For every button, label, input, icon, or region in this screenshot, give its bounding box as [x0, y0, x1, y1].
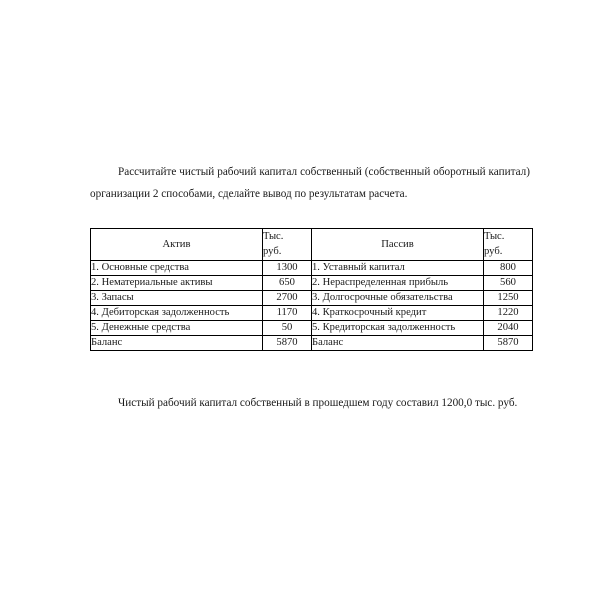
- header-liability-unit-line2: руб.: [484, 245, 503, 257]
- table-header-row: [91, 229, 533, 261]
- table-row: [91, 306, 533, 321]
- asset-name: 4. Дебиторская задолженность: [91, 306, 263, 321]
- asset-value: 50: [263, 321, 312, 336]
- header-asset: Актив: [91, 229, 263, 261]
- liability-value: 800: [484, 261, 533, 276]
- asset-value: 1170: [263, 306, 312, 321]
- asset-name: 5. Денежные средства: [91, 321, 263, 336]
- liability-name: 2. Нераспределенная прибыль: [312, 276, 484, 291]
- table-total-row: [91, 336, 533, 351]
- header-asset-unit-line2: руб.: [263, 245, 282, 257]
- header-liability-unit-line1: Тыс.: [484, 231, 505, 242]
- asset-total-value: 5870: [263, 336, 312, 351]
- liability-name: 3. Долгосрочные обязательства: [312, 291, 484, 306]
- asset-value: 2700: [263, 291, 312, 306]
- table-body: [91, 261, 533, 351]
- liability-value: 1250: [484, 291, 533, 306]
- header-asset-unit-line1: Тыс.: [263, 231, 284, 242]
- asset-total-label: Баланс: [91, 336, 263, 351]
- liability-value: 2040: [484, 321, 533, 336]
- liability-total-value: 5870: [484, 336, 533, 351]
- asset-name: 1. Основные средства: [91, 261, 263, 276]
- liability-name: 1. Уставный капитал: [312, 261, 484, 276]
- table-row: [91, 276, 533, 291]
- liability-total-label: Баланс: [312, 336, 484, 351]
- table-row: [91, 291, 533, 306]
- liability-value: 1220: [484, 306, 533, 321]
- liability-name: 4. Краткосрочный кредит: [312, 306, 484, 321]
- balance-sheet-table: [90, 228, 533, 351]
- liability-name: 5. Кредиторская задолженность: [312, 321, 484, 336]
- asset-name: 3. Запасы: [91, 291, 263, 306]
- table-row: [91, 321, 533, 336]
- asset-value: 1300: [263, 261, 312, 276]
- header-asset-unit: [263, 229, 312, 261]
- intro-paragraph: Рассчитайте чистый рабочий капитал собственный (собственный оборотный капитал) организации 2 способами, сделайте вывод по результатам расчета.: [90, 166, 530, 201]
- liability-value: 560: [484, 276, 533, 291]
- table-row: [91, 261, 533, 276]
- header-liability-unit: [484, 229, 533, 261]
- header-liability: Пассив: [312, 229, 484, 261]
- asset-name: 2. Нематериальные активы: [91, 276, 263, 291]
- outro-paragraph: Чистый рабочий капитал собственный в прошедшем году составил 1200,0 тыс. руб.: [118, 397, 518, 410]
- asset-value: 650: [263, 276, 312, 291]
